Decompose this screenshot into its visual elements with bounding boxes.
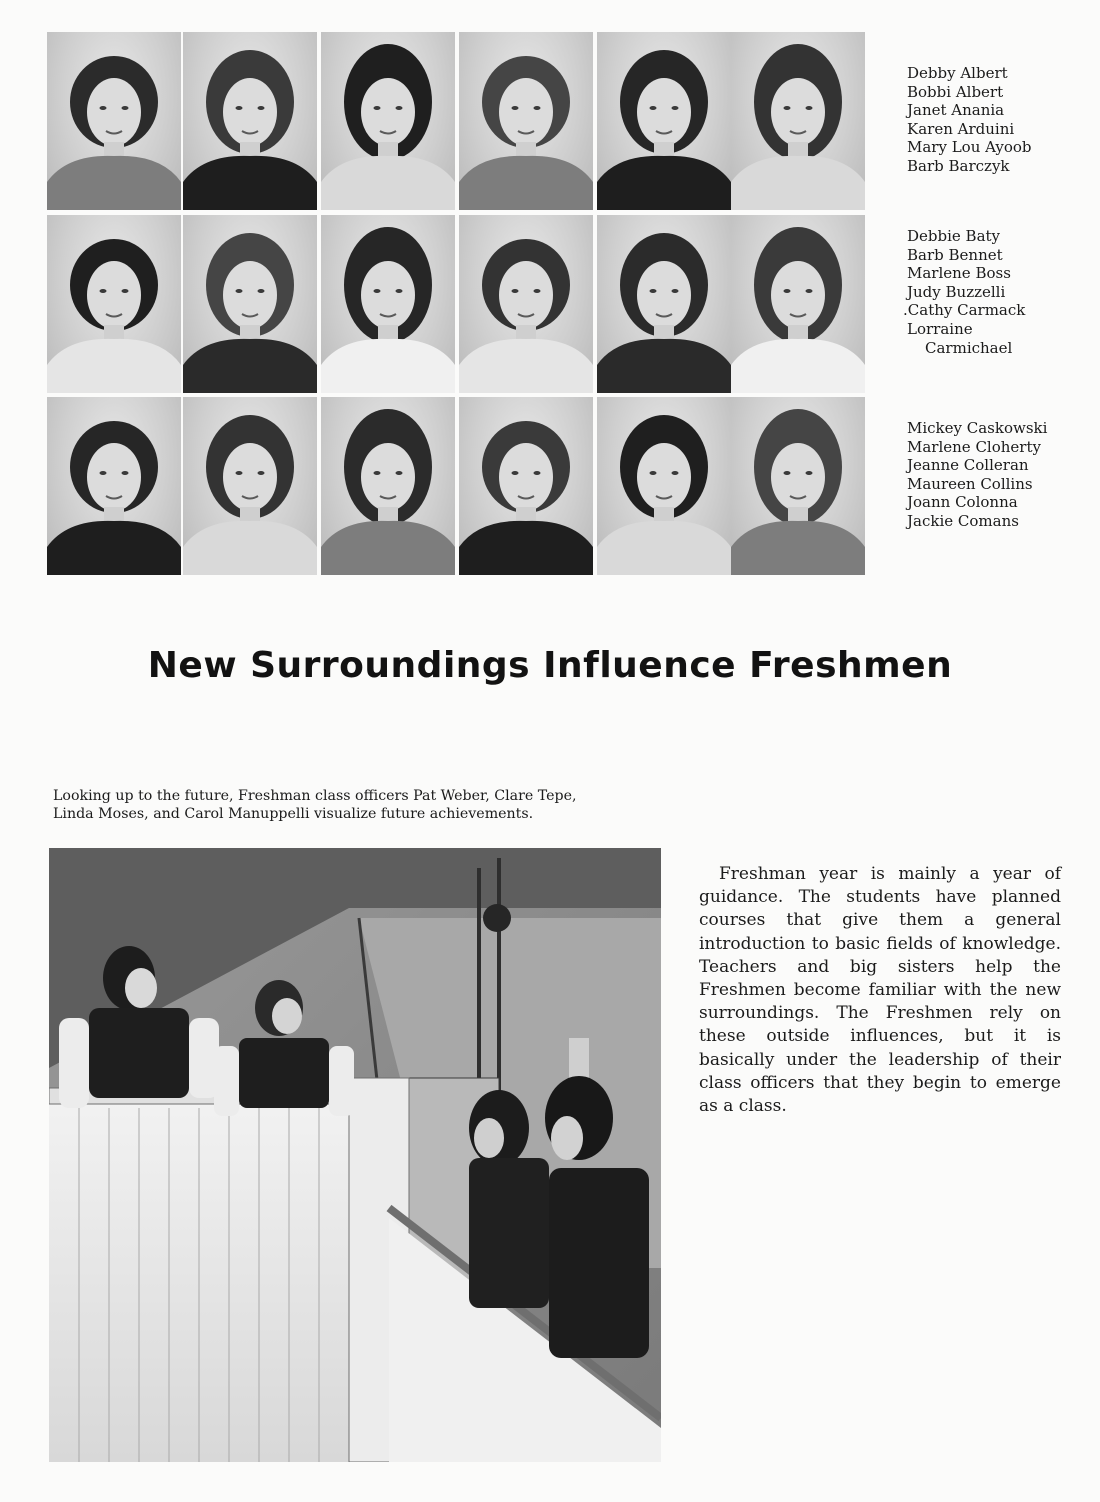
name-entry: Jackie Comans [907,511,1019,530]
name-entry: Barb Bennet [907,245,1003,264]
portrait-jeanne-colleran [321,397,455,575]
name-entry: Barb Barczyk [907,156,1010,175]
name-entry: Judy Buzzelli [907,282,1006,301]
caption-line: Linda Moses, and Carol Manuppelli visualize future achievements. [53,806,534,822]
portrait-karen-arduini [459,32,593,210]
portrait-cathy-carmack [597,215,731,393]
name-list-row-3 [907,419,1047,531]
portrait-image [47,215,181,393]
portrait-image [183,397,317,575]
name-entry: Mary Lou Ayoob [907,138,1032,157]
staircase-scene [49,848,661,1462]
portrait-image [597,32,731,210]
portrait-image [459,215,593,393]
name-entry: Lorraine [907,319,973,338]
portrait-image [321,32,455,210]
name-entry: Debbie Baty [907,227,1001,245]
name-entry: Karen Arduini [907,119,1015,138]
portrait-image [597,215,731,393]
portrait-image [597,397,731,575]
portrait-image [731,397,865,575]
page-headline: New Surroundings Influence Freshmen [147,645,953,686]
portrait-marlene-boss [321,215,455,393]
portrait-marlene-cloherty [183,397,317,575]
class-officers-photo [49,848,661,1462]
caption-line: Looking up to the future, Freshman class officers Pat Weber, Clare Tepe, [53,788,577,804]
portrait-mickey-caskowski [47,397,181,575]
portrait-image [47,397,181,575]
portrait-barb-barczyk [731,32,865,210]
name-entry: Janet Anania [907,101,1005,120]
name-list-row-1 [907,64,1032,176]
body-paragraph: Freshman year is mainly a year of guidance. The students have planned courses that give them a general introduction to basic fields of knowledge. Teachers and big sisters help the Freshmen become familiar with the new surroundings. The Freshmen rely on these outside influences, but it is basically under the leadership of their class officers that they begin to emerge as a class. [699,864,1061,1117]
portrait-image [183,32,317,210]
name-list-row-2 [903,227,1026,357]
portrait-image [459,32,593,210]
name-entry: Marlene Boss [907,264,1011,283]
name-entry: Joann Colonna [907,493,1018,512]
name-entry-continuation: Carmichael [925,338,1013,357]
name-entry: Mickey Caskowski [907,419,1048,437]
portrait-image [459,397,593,575]
portrait-image [321,397,455,575]
portrait-image [183,215,317,393]
portrait-maureen-collins [459,397,593,575]
name-entry: Debby Albert [907,64,1008,82]
portrait-bobbi-albert [183,32,317,210]
portrait-lorraine-carmichael [731,215,865,393]
portrait-debby-albert [47,32,181,210]
portrait-debbie-baty [47,215,181,393]
portrait-image [731,32,865,210]
portrait-image [47,32,181,210]
article-body [699,863,1061,1118]
portrait-jackie-comans [731,397,865,575]
name-entry: Maureen Collins [907,474,1033,493]
portrait-barb-bennet [183,215,317,393]
portrait-judy-buzzelli [459,215,593,393]
portrait-image [731,215,865,393]
name-entry: Jeanne Colleran [907,456,1029,475]
photo-caption [53,787,673,823]
portrait-joann-colonna [597,397,731,575]
portrait-janet-anania [321,32,455,210]
portrait-mary-lou-ayoob [597,32,731,210]
portrait-image [321,215,455,393]
name-entry: Marlene Cloherty [907,437,1041,456]
portrait-grid [47,32,867,573]
name-entry: .Cathy Carmack [903,301,1026,320]
name-entry: Bobbi Albert [907,82,1004,101]
